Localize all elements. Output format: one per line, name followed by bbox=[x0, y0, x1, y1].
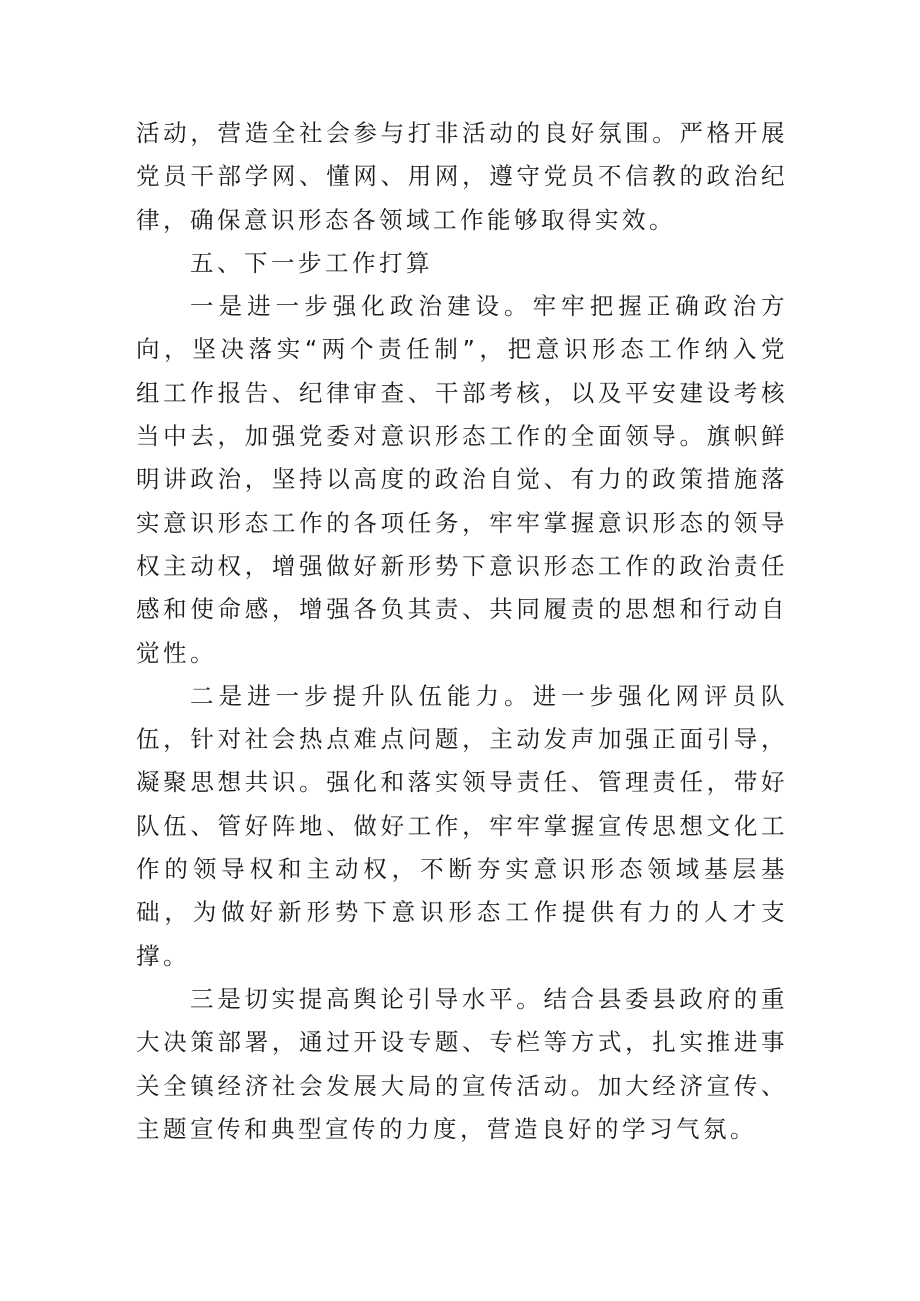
document-body bbox=[136, 112, 788, 1151]
paragraph-political-construction: 一是进一步强化政治建设。牢牢把握正确政治方向，坚决落实“两个责任制”，把意识形态工作纳入党组工作报告、纪律审查、干部考核，以及平安建设考核当中去，加强党委对意识形态工作的全面领导。旗帜鲜明讲政治，坚持以高度的政治自觉、有力的政策措施落实意识形态工作的各项任务，牢牢掌握意识形态的领导权主动权，增强做好新形势下意识形态工作的政治责任感和使命感，增强各负其责、共同履责的思想和行动自觉性。 bbox=[136, 292, 788, 667]
paragraph-continuation: 活动，营造全社会参与打非活动的良好氛围。严格开展党员干部学网、懂网、用网，遵守党员不信教的政治纪律，确保意识形态各领域工作能够取得实效。 bbox=[136, 119, 788, 234]
paragraph-team-capability: 二是进一步提升队伍能力。进一步强化网评员队伍，针对社会热点难点问题，主动发声加强正面引导，凝聚思想共识。强化和落实领导责任、管理责任，带好队伍、管好阵地、做好工作，牢牢掌握宣传思想文化工作的领导权和主动权，不断夯实意识形态领域基层基础，为做好新形势下意识形态工作提供有力的人才支撑。 bbox=[136, 681, 788, 970]
section-heading: 五、下一步工作打算 bbox=[190, 248, 433, 277]
paragraph-public-opinion: 三是切实提高舆论引导水平。结合县委县政府的重大决策部署，通过开设专题、专栏等方式，扎实推进事关全镇经济社会发展大局的宣传活动。加大经济宣传、主题宣传和典型宣传的力度，营造良好的学习气氛。 bbox=[136, 984, 788, 1143]
